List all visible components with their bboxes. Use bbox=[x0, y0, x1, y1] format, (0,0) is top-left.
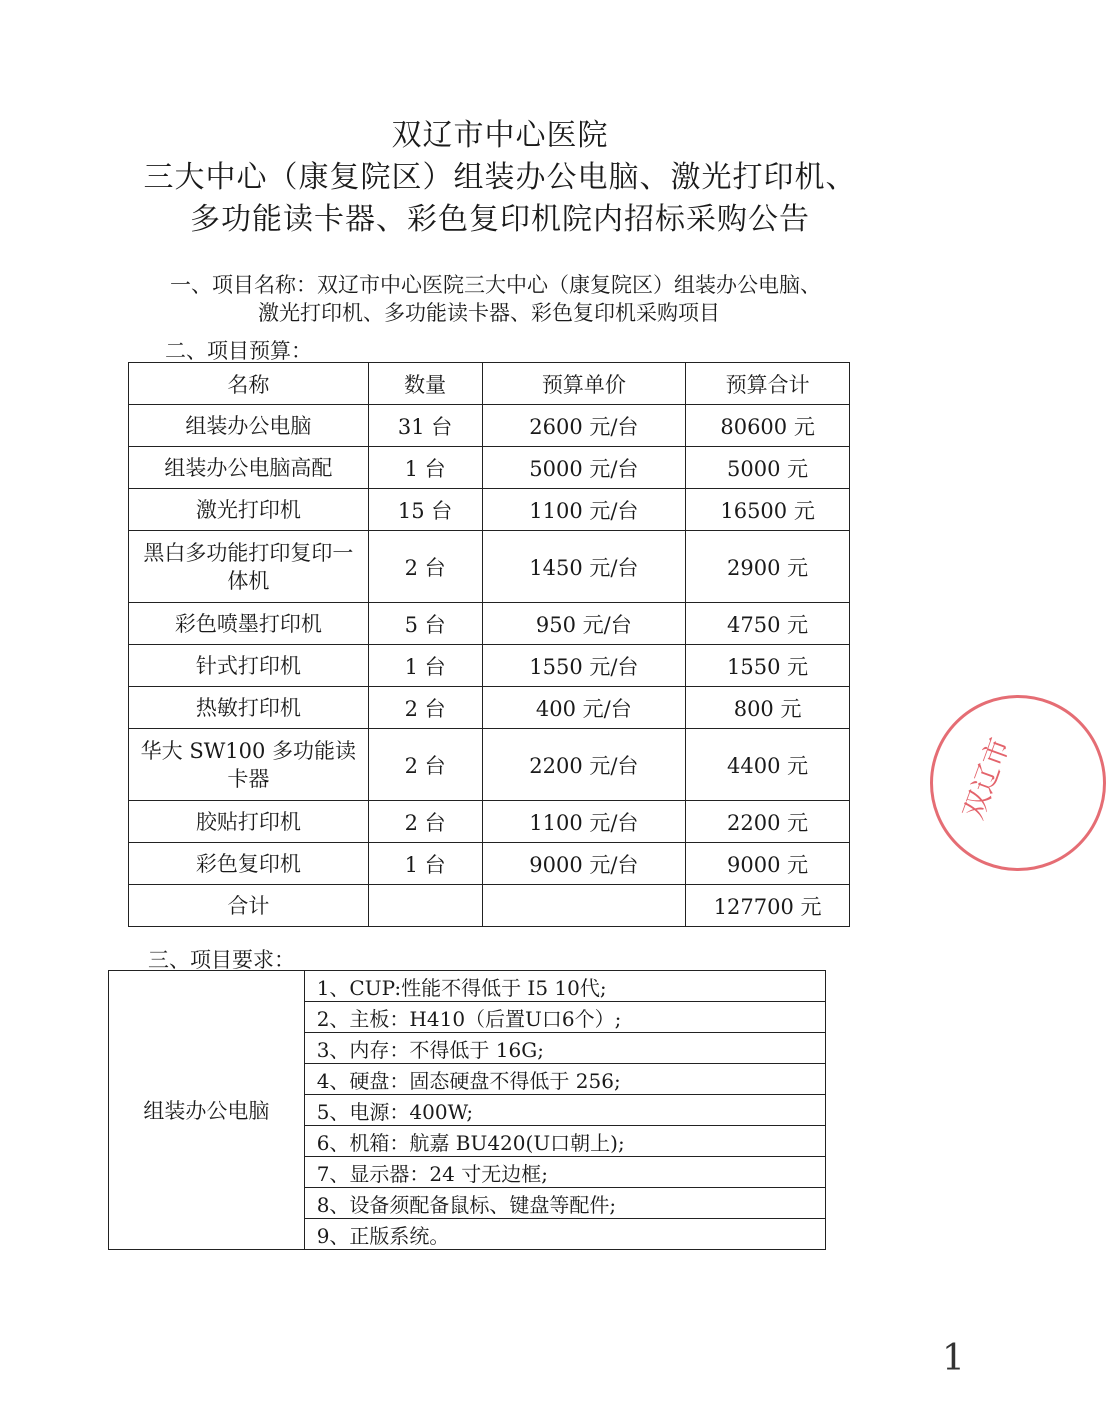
requirement-item: 9、正版系统。 bbox=[304, 1219, 825, 1250]
total-label: 合计 bbox=[129, 885, 369, 927]
table-row bbox=[129, 729, 850, 801]
item-total: 5000 元 bbox=[686, 447, 850, 489]
requirement-item: 5、电源：400W; bbox=[304, 1095, 825, 1126]
item-total: 80600 元 bbox=[686, 405, 850, 447]
table-row bbox=[129, 603, 850, 645]
item-total: 4400 元 bbox=[686, 729, 850, 801]
item-qty: 1 台 bbox=[368, 843, 482, 885]
item-name: 热敏打印机 bbox=[129, 687, 369, 729]
table-row bbox=[129, 531, 850, 603]
table-row bbox=[129, 447, 850, 489]
item-name: 针式打印机 bbox=[129, 645, 369, 687]
item-total: 800 元 bbox=[686, 687, 850, 729]
item-unit-price: 1550 元/台 bbox=[482, 645, 686, 687]
project-name-line-2: 激光打印机、多功能读卡器、彩色复印机采购项目 bbox=[258, 301, 720, 325]
item-unit-price: 2200 元/台 bbox=[482, 729, 686, 801]
requirement-category: 组装办公电脑 bbox=[109, 971, 305, 1250]
table-row bbox=[129, 687, 850, 729]
item-unit-price: 1100 元/台 bbox=[482, 489, 686, 531]
header-qty: 数量 bbox=[368, 363, 482, 405]
item-total: 9000 元 bbox=[686, 843, 850, 885]
item-total: 4750 元 bbox=[686, 603, 850, 645]
total-qty-empty bbox=[368, 885, 482, 927]
requirement-item: 1、CUP:性能不得低于 I5 10代; bbox=[304, 971, 825, 1002]
item-name: 黑白多功能打印复印一体机 bbox=[129, 531, 369, 603]
item-name: 组装办公电脑高配 bbox=[129, 447, 369, 489]
budget-header-row bbox=[129, 363, 850, 405]
total-value: 127700 元 bbox=[686, 885, 850, 927]
item-unit-price: 1450 元/台 bbox=[482, 531, 686, 603]
requirement-item: 3、内存：不得低于 16G; bbox=[304, 1033, 825, 1064]
page-number-mark: 1 bbox=[942, 1338, 965, 1379]
title-line-1: 双辽市中心医院 bbox=[391, 118, 609, 153]
total-row bbox=[129, 885, 850, 927]
item-qty: 5 台 bbox=[368, 603, 482, 645]
item-name: 组装办公电脑 bbox=[129, 405, 369, 447]
item-qty: 15 台 bbox=[368, 489, 482, 531]
seal-text: 双辽市 bbox=[956, 733, 1017, 824]
table-row bbox=[129, 645, 850, 687]
item-name: 华大 SW100 多功能读卡器 bbox=[129, 729, 369, 801]
table-row bbox=[129, 489, 850, 531]
table-row bbox=[129, 843, 850, 885]
total-unit-empty bbox=[482, 885, 686, 927]
header-unit-price: 预算单价 bbox=[482, 363, 686, 405]
requirement-item: 8、设备须配备鼠标、键盘等配件; bbox=[304, 1188, 825, 1219]
requirement-item: 2、主板：H410（后置U口6个）; bbox=[304, 1002, 825, 1033]
title-line-3: 多功能读卡器、彩色复印机院内招标采购公告 bbox=[190, 202, 810, 237]
budget-table bbox=[128, 362, 850, 927]
budget-heading: 二、项目预算： bbox=[165, 339, 312, 363]
header-name: 名称 bbox=[129, 363, 369, 405]
item-qty: 2 台 bbox=[368, 687, 482, 729]
project-name-line-1: 一、项目名称：双辽市中心医院三大中心（康复院区）组装办公电脑、 bbox=[170, 273, 821, 297]
item-total: 1550 元 bbox=[686, 645, 850, 687]
item-total: 2200 元 bbox=[686, 801, 850, 843]
item-qty: 31 台 bbox=[368, 405, 482, 447]
item-qty: 2 台 bbox=[368, 801, 482, 843]
official-seal bbox=[930, 695, 1106, 871]
item-name: 胶贴打印机 bbox=[129, 801, 369, 843]
table-row bbox=[129, 405, 850, 447]
requirement-item: 7、显示器：24 寸无边框; bbox=[304, 1157, 825, 1188]
item-unit-price: 950 元/台 bbox=[482, 603, 686, 645]
requirements-heading: 三、项目要求： bbox=[148, 948, 295, 972]
title-line-2: 三大中心（康复院区）组装办公电脑、激光打印机、 bbox=[143, 160, 857, 195]
requirement-item: 4、硬盘：固态硬盘不得低于 256; bbox=[304, 1064, 825, 1095]
requirement-row bbox=[109, 971, 826, 1002]
item-qty: 2 台 bbox=[368, 729, 482, 801]
item-total: 16500 元 bbox=[686, 489, 850, 531]
item-unit-price: 400 元/台 bbox=[482, 687, 686, 729]
item-unit-price: 2600 元/台 bbox=[482, 405, 686, 447]
item-unit-price: 9000 元/台 bbox=[482, 843, 686, 885]
requirement-item: 6、机箱：航嘉 BU420(U口朝上); bbox=[304, 1126, 825, 1157]
item-name: 彩色喷墨打印机 bbox=[129, 603, 369, 645]
item-name: 彩色复印机 bbox=[129, 843, 369, 885]
item-unit-price: 1100 元/台 bbox=[482, 801, 686, 843]
item-name: 激光打印机 bbox=[129, 489, 369, 531]
item-qty: 2 台 bbox=[368, 531, 482, 603]
header-total: 预算合计 bbox=[686, 363, 850, 405]
table-row bbox=[129, 801, 850, 843]
item-qty: 1 台 bbox=[368, 645, 482, 687]
requirements-table bbox=[108, 970, 826, 1250]
item-qty: 1 台 bbox=[368, 447, 482, 489]
item-unit-price: 5000 元/台 bbox=[482, 447, 686, 489]
item-total: 2900 元 bbox=[686, 531, 850, 603]
